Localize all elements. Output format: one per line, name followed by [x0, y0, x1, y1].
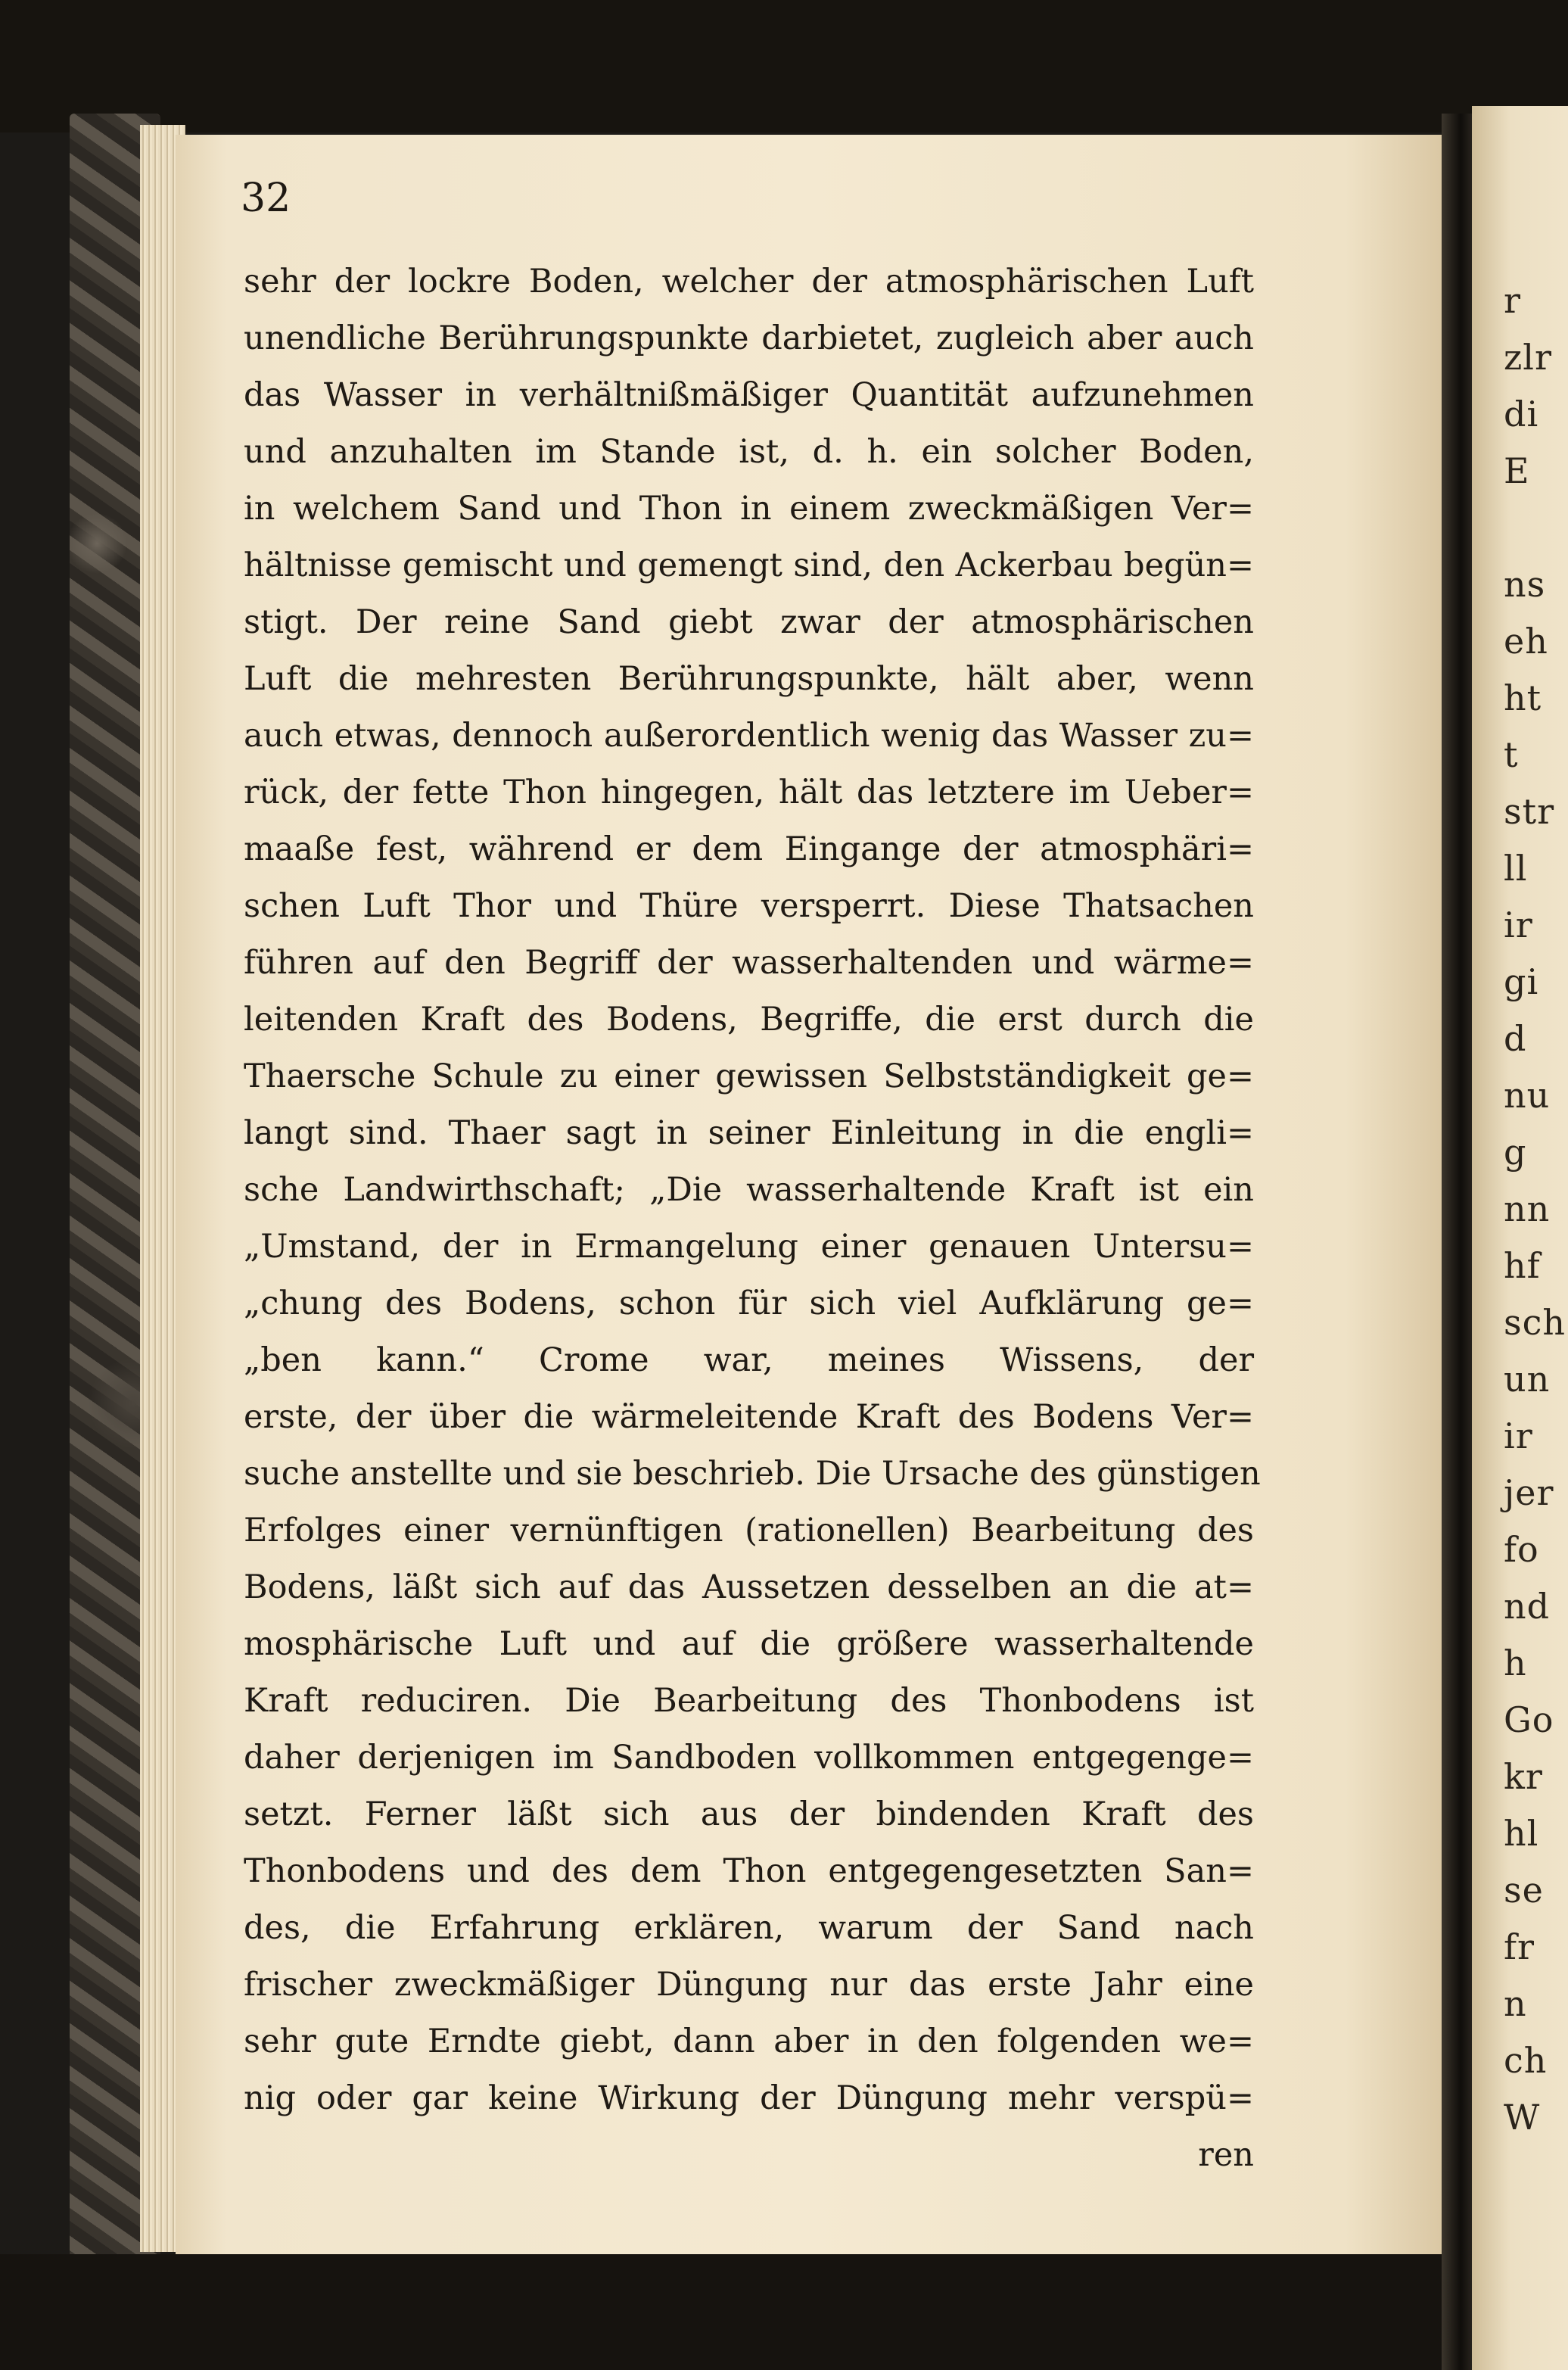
text-line: suche anstellte und sie beschrieb. Die Ursache des günstigen [244, 1455, 1261, 1493]
text-line: und anzuhalten im Stande ist, d. h. ein solcher Boden, [244, 433, 1254, 471]
facing-page-fragment: ns [1504, 564, 1546, 605]
text-line: leitenden Kraft des Bodens, Begriffe, die erst durch die [244, 1001, 1254, 1039]
book-gutter [1442, 114, 1473, 2370]
text-line: Thonbodens und des dem Thon entgegengesetzten San= [244, 1852, 1254, 1890]
facing-page-fragment: d [1504, 1018, 1527, 1059]
text-line: Bodens, läßt sich auf das Aussetzen desselben an die at= [244, 1568, 1254, 1606]
text-line: sche Landwirthschaft; „Die wasserhaltende Kraft ist ein [244, 1171, 1254, 1209]
text-line: Luft die mehresten Berührungspunkte, hält aber, wenn [244, 660, 1254, 698]
facing-page-fragment: fr [1504, 1926, 1535, 1967]
facing-page-fragment: g [1504, 1132, 1527, 1173]
facing-page-fragment: W [1504, 2097, 1541, 2138]
text-line: auch etwas, dennoch außerordentlich wenig das Wasser zu= [244, 717, 1254, 755]
facing-page-fragment: fo [1504, 1529, 1539, 1570]
text-line: sehr gute Erndte giebt, dann aber in den folgenden we= [244, 2023, 1254, 2060]
facing-page-fragment: ll [1504, 848, 1528, 889]
facing-page-fragment: E [1504, 450, 1530, 491]
catchword: ren [1198, 2136, 1254, 2174]
facing-page-fragment: r [1504, 280, 1521, 321]
text-line: frischer zweckmäßiger Düngung nur das erste Jahr eine [244, 1966, 1254, 2004]
text-line: das Wasser in verhältnißmäßiger Quantität aufzunehmen [244, 376, 1254, 414]
facing-page-fragment: hf [1504, 1245, 1541, 1286]
scanner-background-top [0, 0, 1568, 132]
text-line: führen auf den Begriff der wasserhaltenden und wärme= [244, 944, 1254, 982]
facing-page-fragment: ht [1504, 677, 1542, 718]
text-line: langt sind. Thaer sagt in seiner Einleitung in die engli= [244, 1114, 1254, 1152]
text-line: daher derjenigen im Sandboden vollkommen entgegenge= [244, 1739, 1254, 1777]
facing-page-fragment: zlr [1504, 337, 1552, 378]
text-line: stigt. Der reine Sand giebt zwar der atmosphärischen [244, 603, 1254, 641]
text-line: des, die Erfahrung erklären, warum der Sand nach [244, 1909, 1254, 1947]
facing-page-fragment: ch [1504, 2040, 1548, 2081]
facing-page-fragment: n [1504, 1983, 1527, 2024]
text-line: sehr der lockre Boden, welcher der atmosphärischen Luft [244, 263, 1254, 301]
text-line: hältnisse gemischt und gemengt sind, den Ackerbau begün= [244, 547, 1254, 584]
text-line: setzt. Ferner läßt sich aus der bindenden Kraft des [244, 1795, 1254, 1833]
text-line: „ben kann.“ Crome war, meines Wissens, der [244, 1341, 1254, 1379]
facing-page-edge [1472, 106, 1568, 2370]
facing-page-fragment: un [1504, 1359, 1551, 1400]
facing-page-fragment: eh [1504, 621, 1548, 662]
facing-page-fragment: nd [1504, 1586, 1551, 1627]
facing-page-fragment: jer [1504, 1472, 1554, 1513]
text-line: Thaersche Schule zu einer gewissen Selbstständigkeit ge= [244, 1057, 1254, 1095]
scanner-background-bottom [0, 2254, 1442, 2370]
facing-page-fragment: ir [1504, 1415, 1533, 1456]
facing-page-fragment: gi [1504, 961, 1539, 1002]
text-line: nig oder gar keine Wirkung der Düngung mehr verspü= [244, 2079, 1254, 2117]
text-line: erste, der über die wärmeleitende Kraft des Bodens Ver= [244, 1398, 1254, 1436]
facing-page-fragment: nn [1504, 1188, 1551, 1229]
facing-page-fragment: Go [1504, 1699, 1554, 1740]
text-line: rück, der fette Thon hingegen, hält das letztere im Ueber= [244, 774, 1254, 811]
facing-page-fragment: h [1504, 1643, 1527, 1683]
text-line: maaße fest, während er dem Eingange der atmosphäri= [244, 830, 1254, 868]
facing-page-fragment: t [1504, 734, 1519, 775]
text-line: Erfolges einer vernünftigen (rationellen) Bearbeitung des [244, 1512, 1254, 1549]
text-line: Kraft reduciren. Die Bearbeitung des Thonbodens ist [244, 1682, 1254, 1720]
facing-page-fragment: nu [1504, 1075, 1551, 1116]
page-number: 32 [241, 176, 291, 221]
text-line: schen Luft Thor und Thüre versperrt. Diese Thatsachen [244, 887, 1254, 925]
text-line: mosphärische Luft und auf die größere wasserhaltende [244, 1625, 1254, 1663]
facing-page-fragment: se [1504, 1870, 1544, 1911]
text-line: „Umstand, der in Ermangelung einer genauen Untersu= [244, 1228, 1254, 1266]
facing-page-fragment: kr [1504, 1756, 1543, 1797]
text-line: unendliche Berührungspunkte darbietet, zugleich aber auch [244, 319, 1254, 357]
page-text [244, 254, 1261, 2184]
facing-page-fragment: sch [1504, 1302, 1566, 1343]
facing-page-fragment: str [1504, 791, 1555, 832]
text-line: „chung des Bodens, schon für sich viel Aufklärung ge= [244, 1285, 1254, 1322]
facing-page-fragment: hl [1504, 1813, 1539, 1854]
facing-page-fragment: ir [1504, 905, 1533, 945]
text-line: in welchem Sand und Thon in einem zweckmäßigen Ver= [244, 490, 1254, 528]
facing-page-fragment: di [1504, 394, 1539, 434]
